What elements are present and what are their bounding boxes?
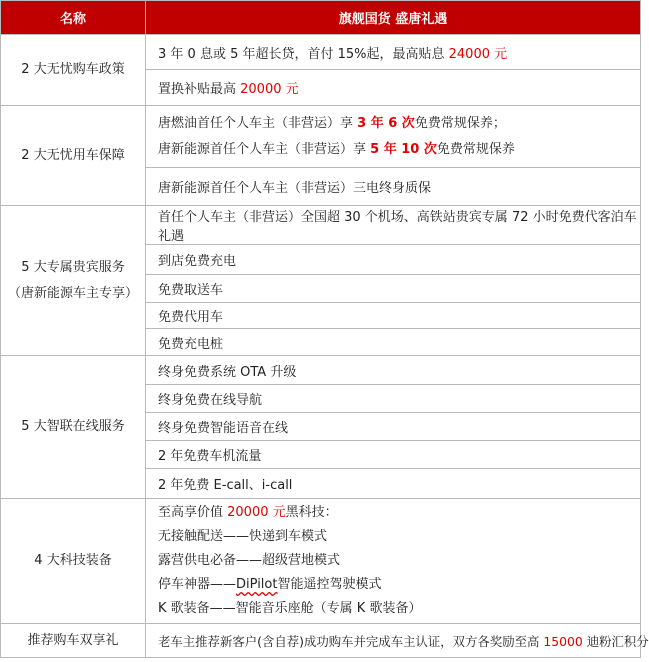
header-title: 旗舰国货 盛唐礼遇	[146, 1, 641, 35]
connected-line: 2 年免费车机流量	[146, 441, 641, 469]
tech-intro: 至高享价值 20000 元黑科技：	[158, 505, 338, 520]
connected-line: 终身免费在线导航	[146, 385, 641, 413]
row-label-referral: 推荐购车双享礼	[1, 624, 146, 658]
connected-line: 2 年免费 E-call、i-call	[146, 469, 641, 499]
guarantee-lines	[146, 106, 641, 168]
policy-line-2: 置换补贴最高 20000 元	[146, 70, 641, 106]
vip-line: 到店免费充电	[146, 245, 641, 275]
header-name: 名称	[1, 1, 146, 35]
guarantee-line-3: 唐新能源首任个人车主（非营运）三电终身质保	[146, 168, 641, 206]
referral-line: 老车主推荐新客户(含自荐)成功购车并完成车主认证，双方各奖励至高 15000 迪粉汇积分	[146, 624, 641, 658]
guarantee-line-1: 唐燃油首任个人车主（非营运）享 3 年 6 次免费常规保养；	[158, 115, 506, 131]
vip-line: 免费充电桩	[146, 329, 641, 356]
highlight-amount: 20000 元	[240, 82, 299, 97]
vip-line: 首任个人车主（非营运）全国超 30 个机场、高铁站贵宾专属 72 小时免费代客泊车礼遇	[146, 206, 641, 245]
highlight-points: 15000	[543, 633, 583, 649]
vip-line: 免费代用车	[146, 303, 641, 329]
vip-line: 免费取送车	[146, 275, 641, 303]
row-label-connected-service: 5 大智联在线服务	[1, 356, 146, 499]
connected-line: 终身免费智能语音在线	[146, 413, 641, 441]
row-label-purchase-policy: 2 大无忧购车政策	[1, 35, 146, 106]
row-label-vip-note: （唐新能源车主专享）	[7, 285, 138, 301]
highlight-count: 3 年 6 次	[357, 115, 415, 131]
tech-line: 停车神器——DiPilot智能遥控驾驶模式	[158, 577, 382, 592]
spellcheck-word: DiPilot	[236, 577, 278, 592]
highlight-count: 5 年 10 次	[370, 141, 437, 157]
row-label-tech-equipment: 4 大科技装备	[1, 499, 146, 624]
tech-lines	[146, 499, 641, 624]
row-label-vip-service: 5 大专属贵宾服务 （唐新能源车主专享）	[1, 206, 146, 356]
policy-line-1: 3 年 0 息或 5 年超长贷，首付 15%起，最高贴息 24000 元	[146, 35, 641, 70]
highlight-amount: 20000 元	[227, 505, 286, 520]
tech-line: 无接触配送——快递到车模式	[158, 529, 328, 544]
highlight-amount: 24000 元	[448, 46, 508, 62]
tech-line: 露营供电必备——超级营地模式	[158, 553, 341, 568]
guarantee-line-2: 唐新能源首任个人车主（非营运）享 5 年 10 次免费常规保养	[158, 141, 515, 157]
connected-line: 终身免费系统 OTA 升级	[146, 356, 641, 385]
tech-line: K 歌装备——智能音乐座舱（专属 K 歌装备）	[158, 601, 422, 616]
row-label-usage-guarantee: 2 大无忧用车保障	[1, 106, 146, 206]
